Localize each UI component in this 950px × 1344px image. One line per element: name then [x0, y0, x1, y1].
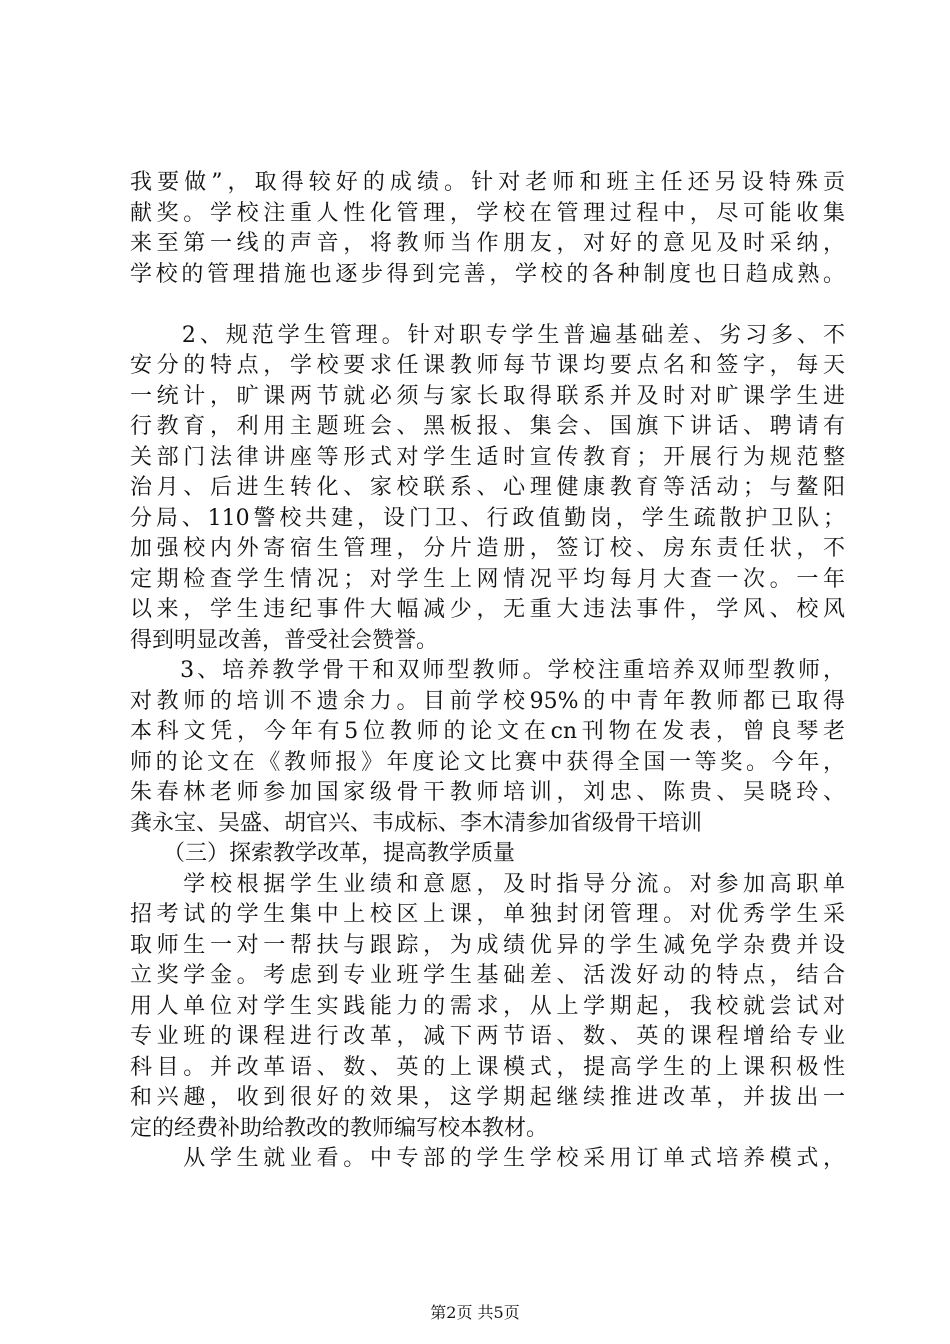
text-line: 治月、后进生转化、家校联系、心理健康教育等活动；与鳌阳 — [130, 475, 845, 500]
page-footer: 第2页 共5页 — [430, 1303, 520, 1322]
text-line: 学校根据学生业绩和意愿，及时指导分流。对参加高职单 — [130, 871, 845, 897]
paragraph-gap — [130, 290, 845, 321]
text-line: 献奖。学校注重人性化管理，学校在管理过程中，尽可能收集 — [130, 200, 845, 226]
text-line: 加强校内外寄宿生管理，分片造册，签订校、房东责任状，不 — [130, 536, 845, 561]
text-line: 一统计，旷课两节就必须与家长取得联系并及时对旷课学生进 — [130, 383, 845, 409]
text-line: （三）探索教学改革，提高教学质量 — [130, 841, 516, 866]
text-line: 朱春林老师参加国家级骨干教师培训，刘忠、陈贵、吴晓玲、 — [130, 780, 845, 805]
text-line: 我要做”，取得较好的成绩。针对老师和班主任还另设特殊贡 — [130, 170, 845, 195]
text-line: 安分的特点，学校要求任课教师每节课均要点名和签字，每天 — [130, 353, 845, 378]
text-line: 2、规范学生管理。针对职专学生普遍基础差、劣习多、不 — [130, 322, 845, 348]
text-line: 和兴趣，收到很好的效果，这学期起继续推进改革，并拔出一 — [130, 1085, 845, 1110]
text-line: 定期检查学生情况；对学生上网情况平均每月大查一次。一年 — [130, 566, 845, 592]
text-line: 本科文凭，今年有5位教师的论文在cn刊物在发表，曾良琴老 — [130, 719, 845, 744]
text-line: 科目。并改革语、数、英的上课模式，提高学生的上课积极性 — [130, 1054, 845, 1080]
text-line: 关部门法律讲座等形式对学生适时宣传教育；开展行为规范整 — [130, 444, 845, 470]
text-line: 取师生一对一帮扶与跟踪，为成绩优异的学生减免学杂费并设 — [130, 932, 845, 958]
text-line: 行教育，利用主题班会、黑板报、集会、国旗下讲话、聘请有 — [130, 414, 845, 439]
text-line: 从学生就业看。中专部的学生学校采用订单式培养模式， — [130, 1146, 845, 1171]
text-line: 得到明显改善，普受社会赞誉。 — [130, 627, 439, 653]
text-line: 立奖学金。考虑到专业班学生基础差、活泼好动的特点，结合 — [130, 963, 845, 988]
document-body — [130, 168, 845, 1175]
text-line: 用人单位对学生实践能力的需求，从上学期起，我校就尝试对 — [130, 993, 845, 1019]
text-line: 龚永宝、吴盛、胡官兴、韦成标、李木清参加省级骨干培训 — [130, 810, 703, 836]
text-line: 3、培养教学骨干和双师型教师。学校注重培养双师型教师， — [130, 658, 845, 683]
text-line: 来至第一线的声音，将教师当作朋友，对好的意见及时采纳， — [130, 231, 845, 256]
text-line: 定的经费补助给教改的教师编写校本教材。 — [130, 1115, 549, 1141]
text-line: 专业班的课程进行改革，减下两节语、数、英的课程增给专业 — [130, 1024, 845, 1049]
text-line: 学校的管理措施也逐步得到完善，学校的各种制度也日趋成熟。 — [130, 261, 845, 287]
text-line: 对教师的培训不遗余力。目前学校95%的中青年教师都已取得 — [130, 688, 845, 714]
text-line: 以来，学生违纪事件大幅减少，无重大违法事件，学风、校风 — [130, 597, 845, 622]
text-line: 师的论文在《教师报》年度论文比赛中获得全国一等奖。今年， — [130, 749, 845, 775]
text-line: 分局、110警校共建，设门卫、行政值勤岗，学生疏散护卫队； — [130, 505, 845, 531]
text-line: 招考试的学生集中上校区上课，单独封闭管理。对优秀学生采 — [130, 902, 845, 927]
